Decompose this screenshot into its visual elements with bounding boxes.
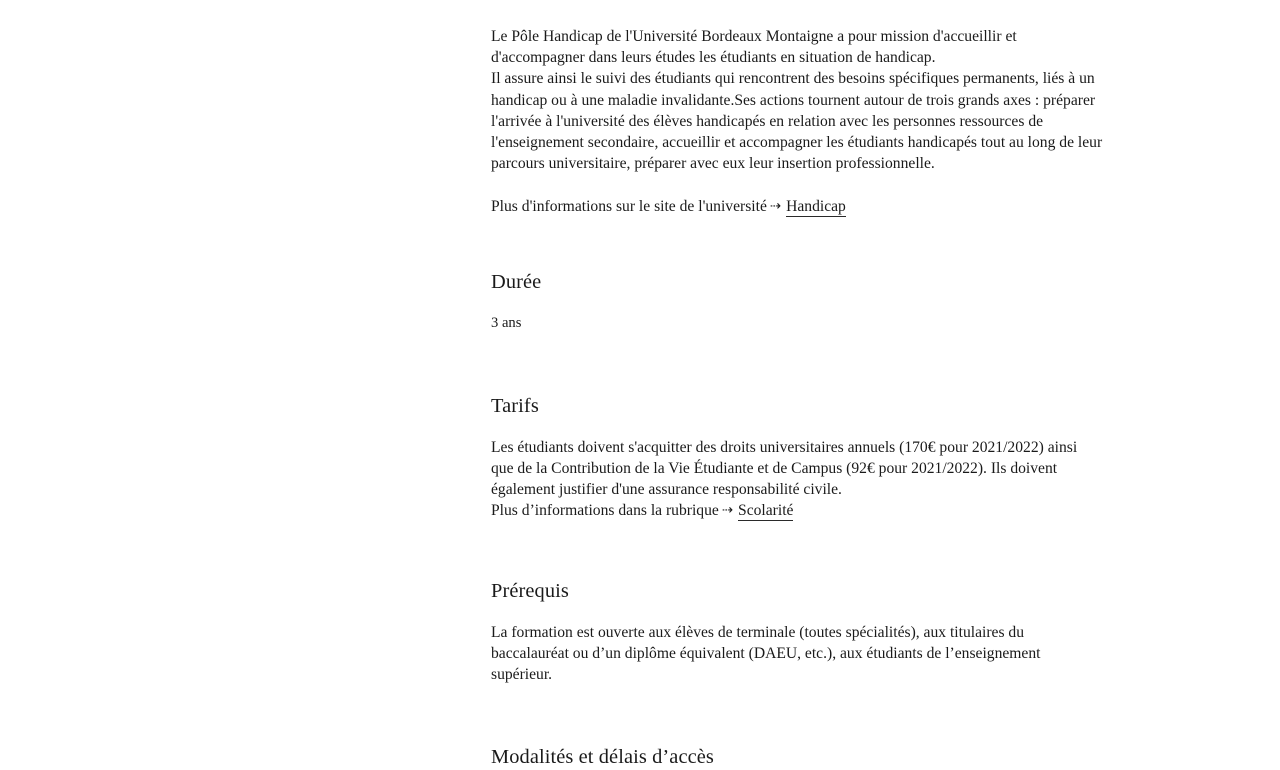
prerequis-paragraph: La formation est ouverte aux élèves de terminale (toutes spécialités), aux titulaires du baccalauréat ou d’un diplôme équivalent (DAEU, etc.), aux étudiants de l’enseignement supérieur. [491,623,1041,684]
intro-more-info-line [491,196,1103,217]
section-tarifs [491,393,1103,522]
arrow-right-icon: ⇢ [721,502,733,519]
intro-paragraph-2: Il assure ainsi le suivi des étudiants qui rencontrent des besoins spécifiques permanents, liés à un handicap ou à une maladie invalidante.Ses actions tournent autour de trois grands axes : préparer l'arrivée à l'université des élèves handicapés en relation avec les personnes ressources de l'enseignement secondaire, accueillir et accompagner les étudiants handicapés tout au long de leur parcours universitaire, préparer avec eux leur insertion professionnelle. [491,70,1103,173]
heading-modalites: Modalités et délais d’accès [491,746,714,769]
paragraph-spacer [491,174,1103,195]
link-scolarite[interactable]: Scolarité [738,502,794,520]
heading-tarifs: Tarifs [491,394,539,417]
tarifs-body [491,437,1103,522]
link-handicap[interactable]: Handicap [786,197,846,215]
arrow-right-icon: ⇢ [769,197,781,214]
tarifs-more-info-line [491,500,1103,521]
duree-value: 3 ans [491,314,522,331]
tarifs-paragraph: Les étudiants doivent s'acquitter des droits universitaires annuels (170€ pour 2021/2022) ainsi que de la Contribution de la Vie Étudiante et de Campus (92€ pour 2021/2022). Ils doivent également justifier d'une assurance responsabilité civile. [491,438,1078,499]
heading-prerequis: Prérequis [491,579,569,602]
section-modalites [491,744,1103,770]
section-duree [491,269,1103,333]
section-pole-handicap [491,0,1103,217]
section-prerequis [491,578,1103,686]
heading-duree: Durée [491,270,542,293]
intro-paragraph-1: Le Pôle Handicap de l'Université Bordeaux Montaigne a pour mission d'accueillir et d'accompagner dans leurs études les étudiants en situation de handicap. [491,28,1017,67]
tarifs-more-info-prefix: Plus d’informations dans la rubrique [491,502,719,520]
intro-more-info-prefix: Plus d'informations sur le site de l'université [491,197,767,215]
content-column [491,0,1103,770]
